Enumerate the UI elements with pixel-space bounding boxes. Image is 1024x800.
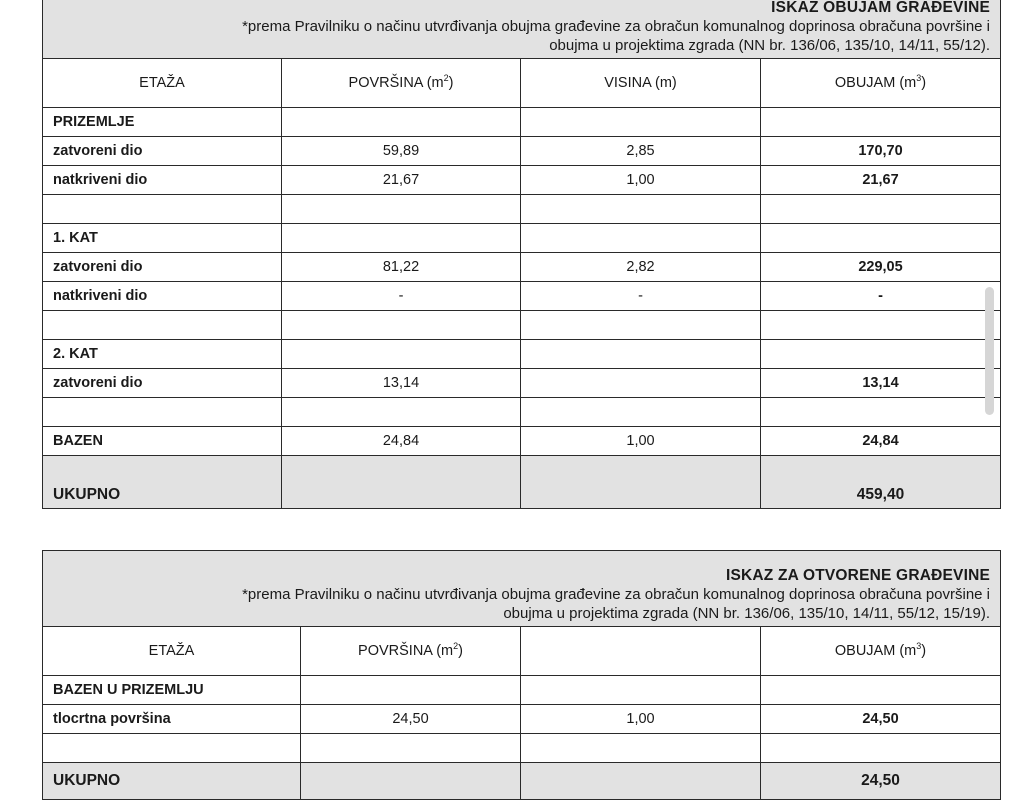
area-cell: 24,50 <box>301 705 521 734</box>
table-row <box>43 340 1001 369</box>
total-row <box>43 763 1001 800</box>
table-header <box>43 0 1001 59</box>
volume-cell <box>761 224 1001 253</box>
area-cell: 59,89 <box>282 137 521 166</box>
row-label: 2. KAT <box>43 340 282 369</box>
col-povrsina: POVRŠINA $(m^2)$ <box>282 59 521 108</box>
height-cell: 2,85 <box>521 137 761 166</box>
table-row <box>43 705 1001 734</box>
height-cell <box>521 340 761 369</box>
area-cell <box>282 108 521 137</box>
row-label: zatvoreni dio <box>43 253 282 282</box>
area-cell <box>301 734 521 763</box>
table-row <box>43 224 1001 253</box>
column-headers <box>43 627 1001 676</box>
col-obujam: OBUJAM $(m^3)$ <box>761 59 1001 108</box>
height-cell: 1,00 <box>521 427 761 456</box>
area-cell <box>282 224 521 253</box>
total-label: UKUPNO <box>43 456 282 509</box>
total-volume: 459,40 <box>761 456 1001 509</box>
row-label: zatvoreni dio <box>43 137 282 166</box>
volume-cell <box>761 311 1001 340</box>
col-obujam: OBUJAM $(m^3)$ <box>761 627 1001 676</box>
row-label <box>43 195 282 224</box>
volume-cell: 24,50 <box>761 705 1001 734</box>
area-cell <box>282 195 521 224</box>
col-visina <box>521 627 761 676</box>
row-label: tlocrtna površina <box>43 705 301 734</box>
height-cell: 1,00 <box>521 166 761 195</box>
area-cell: 13,14 <box>282 369 521 398</box>
volume-cell: 24,84 <box>761 427 1001 456</box>
total-row <box>43 456 1001 509</box>
row-label: zatvoreni dio <box>43 369 282 398</box>
area-cell: - <box>282 282 521 311</box>
height-cell: 2,82 <box>521 253 761 282</box>
volume-cell <box>761 195 1001 224</box>
scrollbar-thumb[interactable] <box>985 287 994 415</box>
table-row <box>43 734 1001 763</box>
table-row <box>43 282 1001 311</box>
height-cell: 1,00 <box>521 705 761 734</box>
volume-cell <box>761 676 1001 705</box>
height-cell <box>521 369 761 398</box>
table-header <box>43 551 1001 627</box>
area-cell: 21,67 <box>282 166 521 195</box>
row-label: BAZEN <box>43 427 282 456</box>
volume-cell: 229,05 <box>761 253 1001 282</box>
row-label: natkriveni dio <box>43 282 282 311</box>
regulation-note-line2: obujma u projektima zgrada (NN br. 136/06, 135/10, 14/11, 55/12, 15/19). <box>503 605 991 622</box>
table-row <box>43 137 1001 166</box>
height-cell <box>521 195 761 224</box>
area-cell: 24,84 <box>282 427 521 456</box>
area-cell: 81,22 <box>282 253 521 282</box>
col-etaza: ETAŽA <box>43 627 301 676</box>
table-row <box>43 253 1001 282</box>
table-row <box>43 398 1001 427</box>
volume-cell <box>761 340 1001 369</box>
height-cell <box>521 398 761 427</box>
volume-cell <box>761 734 1001 763</box>
table-row <box>43 166 1001 195</box>
row-label <box>43 734 301 763</box>
table-title: ISKAZ ZA OTVORENE GRAĐEVINE <box>725 567 991 584</box>
table-row <box>43 369 1001 398</box>
table-title: ISKAZ OBUJAM GRAĐEVINE <box>771 0 991 16</box>
table-row <box>43 311 1001 340</box>
total-volume: 24,50 <box>761 763 1001 800</box>
area-cell <box>282 398 521 427</box>
height-cell <box>521 734 761 763</box>
col-etaza: ETAŽA <box>43 59 282 108</box>
volume-table <box>42 0 1000 509</box>
area-cell <box>282 340 521 369</box>
table-row <box>43 676 1001 705</box>
regulation-note-line2: obujma u projektima zgrada (NN br. 136/06, 135/10, 14/11, 55/12). <box>549 37 991 54</box>
col-visina: VISINA (m) <box>521 59 761 108</box>
table-row <box>43 427 1001 456</box>
volume-cell: 21,67 <box>761 166 1001 195</box>
volume-cell: 170,70 <box>761 137 1001 166</box>
volume-cell <box>761 398 1001 427</box>
volume-cell <box>761 108 1001 137</box>
col-povrsina: POVRŠINA $(m^2)$ <box>301 627 521 676</box>
height-cell: - <box>521 282 761 311</box>
row-label: natkriveni dio <box>43 166 282 195</box>
area-cell <box>282 311 521 340</box>
table-row <box>43 195 1001 224</box>
row-label: 1. KAT <box>43 224 282 253</box>
height-cell <box>521 676 761 705</box>
row-label: PRIZEMLJE <box>43 108 282 137</box>
regulation-note-line1: *prema Pravilniku o načinu utvrđivanja obujma građevine za obračun komunalnog doprinosa obračuna površine i <box>242 18 991 35</box>
row-label: BAZEN U PRIZEMLJU <box>43 676 301 705</box>
total-label: UKUPNO <box>43 763 301 800</box>
height-cell <box>521 108 761 137</box>
height-cell <box>521 311 761 340</box>
volume-cell: - <box>761 282 1001 311</box>
table-row <box>43 108 1001 137</box>
regulation-note-line1: *prema Pravilniku o načinu utvrđivanja obujma građevine za obračun komunalnog doprinosa obračuna površine i <box>242 586 991 603</box>
row-label <box>43 311 282 340</box>
open-structures-table <box>42 550 1000 800</box>
column-headers <box>43 59 1001 108</box>
row-label <box>43 398 282 427</box>
area-cell <box>301 676 521 705</box>
height-cell <box>521 224 761 253</box>
volume-cell: 13,14 <box>761 369 1001 398</box>
